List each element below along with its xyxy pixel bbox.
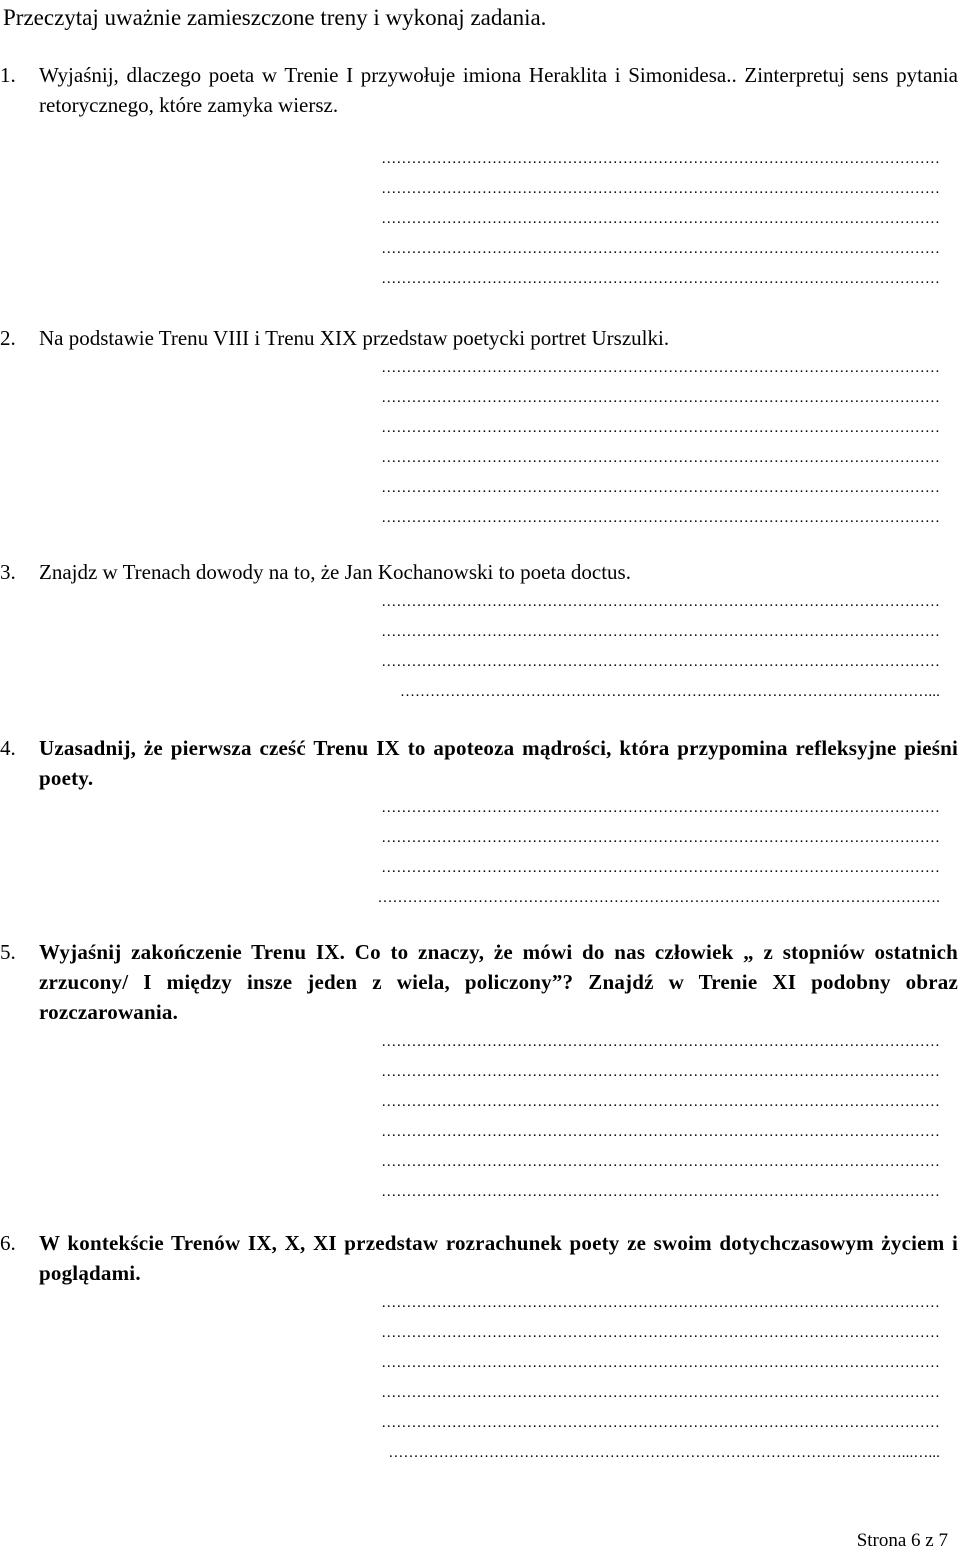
task-question xyxy=(0,937,960,1027)
answer-line[interactable]: …………………………………………………………………………………………………. xyxy=(377,890,940,906)
answer-line[interactable]: ………………………………………………………………………………………………… xyxy=(381,1124,940,1140)
answer-line[interactable]: ………………………………………………………………………………………………… xyxy=(381,1184,940,1200)
task-number: 6. xyxy=(0,1231,16,1255)
answer-line[interactable]: ………………………………………………………………………………………………… xyxy=(381,241,940,257)
answer-line[interactable]: ………………………………………………………………………………………………… xyxy=(381,1415,940,1431)
answer-line[interactable]: ………………………………………………………………………………………………… xyxy=(381,1154,940,1170)
task-number: 2. xyxy=(0,326,16,350)
answer-line[interactable]: ………………………………………………………………………………………………… xyxy=(381,1064,940,1080)
answer-lines xyxy=(0,144,960,294)
answer-line[interactable]: ………………………………………………………………………………………………… xyxy=(381,211,940,227)
answer-line[interactable]: ………………………………………………………………………………………………… xyxy=(381,271,940,287)
task-text: Na podstawie Trenu VIII i Trenu XIX przedstaw poetycki portret Urszulki. xyxy=(39,326,670,350)
answer-lines xyxy=(0,587,960,707)
answer-line[interactable]: ………………………………………………………………………………………………… xyxy=(381,510,940,526)
task-text: Wyjaśnij zakończenie Trenu IX. Co to znaczy, że mówi do nas człowiek „ z stopniów ostatnich zrzucony/ I między insze jeden z wiela, policzony”? Znajdź w Trenie XI podobny obraz rozczarowania. xyxy=(39,940,958,1024)
task-number: 4. xyxy=(0,736,16,760)
answer-lines xyxy=(0,353,960,533)
answer-line[interactable]: ………………………………………………………………………………………………… xyxy=(381,1295,940,1311)
task-question xyxy=(0,60,960,120)
answer-lines xyxy=(0,1288,960,1468)
task-4 xyxy=(0,733,960,913)
task-6 xyxy=(0,1228,960,1468)
answer-line[interactable]: ………………………………………………………………………………………………… xyxy=(381,800,940,816)
task-question xyxy=(0,1228,960,1288)
task-5 xyxy=(0,937,960,1207)
task-text: Uzasadnij, że pierwsza cześć Trenu IX to apoteoza mądrości, która przypomina refleksyjne pieśni poety. xyxy=(39,736,958,790)
task-2 xyxy=(0,323,960,533)
task-question xyxy=(0,557,960,587)
task-text: Wyjaśnij, dlaczego poeta w Trenie I przywołuje imiona Heraklita i Simonidesa.. Zinterpretuj sens pytania retorycznego, które zamyka wiersz. xyxy=(39,63,958,117)
answer-line[interactable]: ………………………………………………………………………………………………… xyxy=(381,860,940,876)
answer-line[interactable]: ………………………………………………………………………………………………… xyxy=(381,181,940,197)
answer-line[interactable]: ………………………………………………………………………………………………… xyxy=(381,360,940,376)
task-1 xyxy=(0,60,960,294)
answer-line[interactable]: ………………………………………………………………………………………………… xyxy=(381,480,940,496)
task-text: Znajdz w Trenach dowody na to, że Jan Kochanowski to poeta doctus. xyxy=(39,560,631,584)
answer-lines xyxy=(0,1027,960,1207)
answer-line[interactable]: ………………………………………………………………………………………………… xyxy=(381,624,940,640)
task-question xyxy=(0,323,960,353)
task-3 xyxy=(0,557,960,707)
answer-line[interactable]: ………………………………………………………………………………………………… xyxy=(381,830,940,846)
task-number: 1. xyxy=(0,63,16,87)
answer-line[interactable]: ………………………………………………………………………………………………… xyxy=(381,1094,940,1110)
answer-line[interactable]: ……………………………………………………………………………………………... xyxy=(399,684,940,700)
answer-line[interactable]: ………………………………………………………………………………………………… xyxy=(381,594,940,610)
task-number: 3. xyxy=(0,560,16,584)
answer-line[interactable]: ………………………………………………………………………………………………… xyxy=(381,1034,940,1050)
answer-line[interactable]: ………………………………………………………………………………………………… xyxy=(381,654,940,670)
answer-line[interactable]: ………………………………………………………………………………………………… xyxy=(381,1355,940,1371)
answer-lines xyxy=(0,793,960,913)
answer-line[interactable]: ………………………………………………………………………………………………… xyxy=(381,1385,940,1401)
task-question xyxy=(0,733,960,793)
page-number: Strona 6 z 7 xyxy=(856,1530,948,1551)
task-number: 5. xyxy=(0,940,16,964)
answer-line[interactable]: …………………………………………………………………………………………...…... xyxy=(388,1445,940,1461)
answer-line[interactable]: ………………………………………………………………………………………………… xyxy=(381,390,940,406)
answer-line[interactable]: ………………………………………………………………………………………………… xyxy=(381,450,940,466)
answer-line[interactable]: ………………………………………………………………………………………………… xyxy=(381,1325,940,1341)
task-text: W kontekście Trenów IX, X, XI przedstaw rozrachunek poety ze swoim dotychczasowym życiem i poglądami. xyxy=(39,1231,958,1285)
answer-line[interactable]: ………………………………………………………………………………………………… xyxy=(381,420,940,436)
answer-line[interactable]: ………………………………………………………………………………………………… xyxy=(381,151,940,167)
page-heading: Przeczytaj uważnie zamieszczone treny i wykonaj zadania. xyxy=(3,5,547,30)
